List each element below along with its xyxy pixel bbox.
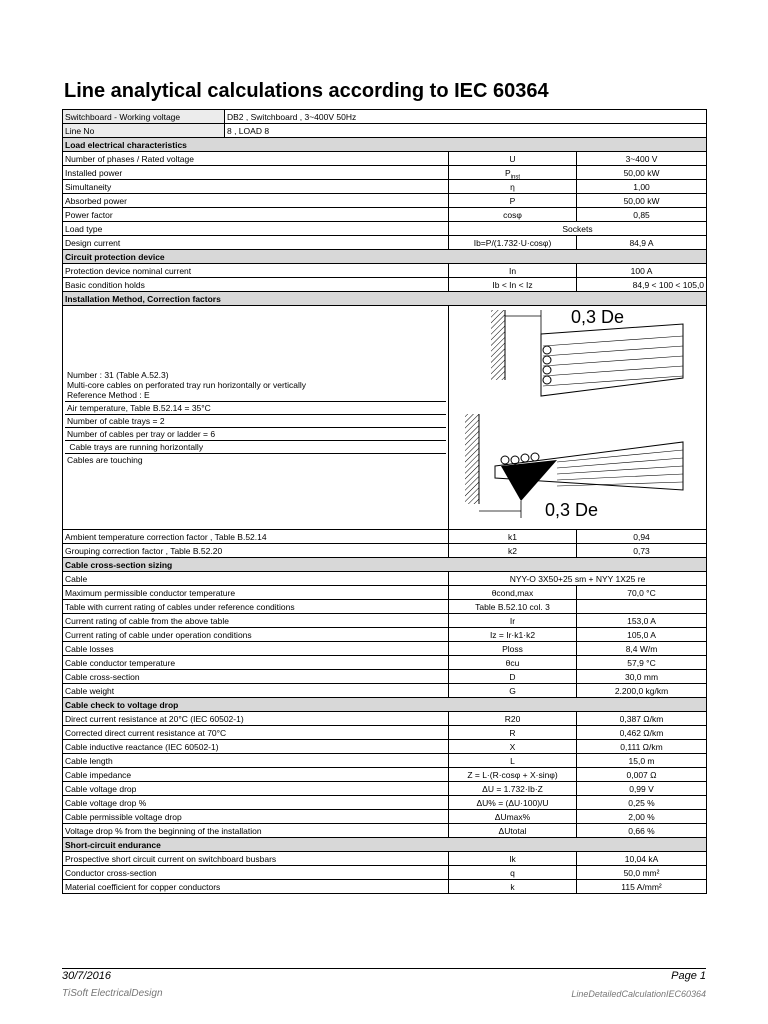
figure-label-bottom: 0,3 De <box>545 500 599 520</box>
row-symbol: k2 <box>449 544 577 558</box>
row-label: Design current <box>63 236 449 250</box>
row-label: Cable length <box>63 754 449 768</box>
row-label: Number of phases / Rated voltage <box>63 152 449 166</box>
table-row <box>63 656 707 670</box>
installation-text-cell <box>63 306 449 530</box>
table-row <box>63 278 707 292</box>
row-label: Voltage drop % from the beginning of the installation <box>63 824 449 838</box>
wall-hatch-bottom <box>465 414 479 504</box>
row-label: Corrected direct current resistance at 70°C <box>63 726 449 740</box>
row-symbol: D <box>449 670 577 684</box>
row-value: 0,387 Ω/km <box>577 712 707 726</box>
row-label: Cable inductive reactance (IEC 60502-1) <box>63 740 449 754</box>
line-no-value: 8 , LOAD 8 <box>225 124 707 138</box>
wall-hatch-top <box>491 310 505 380</box>
row-symbol: ΔU% = (ΔU·100)/U <box>449 796 577 810</box>
figure-label-top: 0,3 De <box>571 307 625 327</box>
table-row <box>63 782 707 796</box>
row-symbol: Ploss <box>449 642 577 656</box>
section-title-cable: Cable cross-section sizing <box>63 558 707 572</box>
table-row <box>63 544 707 558</box>
row-value: 0,111 Ω/km <box>577 740 707 754</box>
installation-figure-cell <box>449 306 707 530</box>
row-symbol: $P_{inst}$ <box>449 166 577 180</box>
table-row <box>63 642 707 656</box>
section-title-short-circuit: Short-circuit endurance <box>63 838 707 852</box>
table-row <box>63 684 707 698</box>
row-value: 3~400 V <box>577 152 707 166</box>
row-value: 115 A/mm² <box>577 880 707 894</box>
row-label: Cable impedance <box>63 768 449 782</box>
row-value: 0,66 % <box>577 824 707 838</box>
row-symbol: R20 <box>449 712 577 726</box>
row-symbol: Ib < In < Iz <box>449 278 577 292</box>
row-label: Conductor cross-section <box>63 866 449 880</box>
table-row <box>63 222 707 236</box>
row-label: Power factor <box>63 208 449 222</box>
table-row <box>63 614 707 628</box>
row-symbol: ΔU = 1.732·Ib·Z <box>449 782 577 796</box>
table-row <box>63 670 707 684</box>
row-value: 2.200,0 kg/km <box>577 684 707 698</box>
table-row <box>63 852 707 866</box>
row-symbol: Ib=P/(1.732·U·cosφ) <box>449 236 577 250</box>
row-symbol: U <box>449 152 577 166</box>
table-row <box>63 530 707 544</box>
row-value: 0,25 % <box>577 796 707 810</box>
row-value: Sockets <box>449 222 707 236</box>
table-row <box>63 194 707 208</box>
row-value: 10,04 kA <box>577 852 707 866</box>
row-symbol: θcu <box>449 656 577 670</box>
table-row <box>63 208 707 222</box>
upper-tray <box>541 324 683 396</box>
table-row <box>63 264 707 278</box>
table-row <box>63 572 707 586</box>
table-row <box>63 768 707 782</box>
row-label: Cable <box>63 572 449 586</box>
header-row-switchboard <box>63 110 707 124</box>
table-row <box>63 166 707 180</box>
row-value: 70,0 °C <box>577 586 707 600</box>
footer-divider <box>62 968 706 969</box>
row-symbol: k <box>449 880 577 894</box>
row-symbol: Z = L·(R·cosφ + X·sinφ) <box>449 768 577 782</box>
cables-touching-text: Cables are touching <box>67 455 143 465</box>
row-symbol: In <box>449 264 577 278</box>
cable-trays-text: Number of cable trays = 2 <box>65 415 446 428</box>
row-value: 105,0 A <box>577 628 707 642</box>
page-title: Line analytical calculations according to IEC 60364 <box>64 80 549 102</box>
row-value: 84,9 A <box>577 236 707 250</box>
section-title-installation: Installation Method, Correction factors <box>63 292 707 306</box>
switchboard-value: DB2 , Switchboard , 3~400V 50Hz <box>225 110 707 124</box>
row-label: Cable cross-section <box>63 670 449 684</box>
row-value: 8,4 W/m <box>577 642 707 656</box>
row-label: Direct current resistance at 20°C (IEC 60502-1) <box>63 712 449 726</box>
table-row <box>63 180 707 194</box>
row-value <box>577 600 707 614</box>
row-symbol: R <box>449 726 577 740</box>
row-symbol: ΔUtotal <box>449 824 577 838</box>
row-value: 50,0 mm² <box>577 866 707 880</box>
footer-software: TiSoft ElectricalDesign <box>62 988 163 999</box>
row-label: Ambient temperature correction factor , Table B.52.14 <box>63 530 449 544</box>
cable-type-value: NYY-O 3X50+25 sm + NYY 1X25 re <box>449 572 707 586</box>
table-row <box>63 600 707 614</box>
row-symbol: G <box>449 684 577 698</box>
calculation-table <box>62 109 707 894</box>
row-symbol: X <box>449 740 577 754</box>
row-value: 100 A <box>577 264 707 278</box>
row-value: 50,00 kW <box>577 166 707 180</box>
row-label: Maximum permissible conductor temperature <box>63 586 449 600</box>
row-label: Material coefficient for copper conductors <box>63 880 449 894</box>
row-label: Simultaneity <box>63 180 449 194</box>
row-label: Table with current rating of cables under reference conditions <box>63 600 449 614</box>
row-label: Installed power <box>63 166 449 180</box>
row-label: Cable losses <box>63 642 449 656</box>
section-title-protection: Circuit protection device <box>63 250 707 264</box>
row-label: Current rating of cable under operation conditions <box>63 628 449 642</box>
installation-method-figure <box>451 306 707 526</box>
table-row <box>63 236 707 250</box>
table-row <box>63 810 707 824</box>
row-label: Cable voltage drop <box>63 782 449 796</box>
row-label: Current rating of cable from the above table <box>63 614 449 628</box>
footer-date: 30/7/2016 <box>62 970 111 982</box>
row-value: 0,85 <box>577 208 707 222</box>
table-row <box>63 712 707 726</box>
installation-block <box>63 306 707 530</box>
tray-bracket <box>501 460 557 501</box>
row-symbol: Ik <box>449 852 577 866</box>
row-symbol: Ir <box>449 614 577 628</box>
table-row <box>63 726 707 740</box>
row-value: 0,007 Ω <box>577 768 707 782</box>
row-value: 2,00 % <box>577 810 707 824</box>
installation-method-text: Number : 31 (Table A.52.3) Multi-core cables on perforated tray run horizontally or vertically Reference Method : E <box>65 369 446 402</box>
footer-page-number: Page 1 <box>671 970 706 982</box>
row-symbol: P <box>449 194 577 208</box>
row-label: Absorbed power <box>63 194 449 208</box>
row-value: 50,00 kW <box>577 194 707 208</box>
row-symbol: Table B.52.10 col. 3 <box>449 600 577 614</box>
table-row <box>63 880 707 894</box>
row-label: Cable voltage drop % <box>63 796 449 810</box>
row-symbol: cosφ <box>449 208 577 222</box>
table-row <box>63 866 707 880</box>
row-symbol: k1 <box>449 530 577 544</box>
table-row <box>63 152 707 166</box>
line-no-label: Line No <box>63 124 225 138</box>
row-label: Load type <box>63 222 449 236</box>
row-value: 0,462 Ω/km <box>577 726 707 740</box>
row-value: 0,73 <box>577 544 707 558</box>
row-value: 1,00 <box>577 180 707 194</box>
row-label: Protection device nominal current <box>63 264 449 278</box>
row-symbol: η <box>449 180 577 194</box>
footer-document-name: LineDetailedCalculationIEC60364 <box>571 989 706 999</box>
table-row <box>63 628 707 642</box>
header-row-line-no <box>63 124 707 138</box>
row-label: Basic condition holds <box>63 278 449 292</box>
section-title-load: Load electrical characteristics <box>63 138 707 152</box>
row-symbol: q <box>449 866 577 880</box>
row-value: 15,0 m <box>577 754 707 768</box>
row-symbol: L <box>449 754 577 768</box>
table-row <box>63 754 707 768</box>
switchboard-label: Switchboard - Working voltage <box>63 110 225 124</box>
cables-per-tray-text: Number of cables per tray or ladder = 6 <box>65 428 446 441</box>
row-symbol: ΔUmax% <box>449 810 577 824</box>
section-title-voltage-drop: Cable check to voltage drop <box>63 698 707 712</box>
row-label: Cable weight <box>63 684 449 698</box>
table-row <box>63 740 707 754</box>
row-label: Cable conductor temperature <box>63 656 449 670</box>
row-label: Grouping correction factor , Table B.52.20 <box>63 544 449 558</box>
table-row <box>63 824 707 838</box>
row-label: Prospective short circuit current on switchboard busbars <box>63 852 449 866</box>
row-value: 0,99 V <box>577 782 707 796</box>
air-temperature-text: Air temperature, Table B.52.14 = 35°C <box>65 402 446 415</box>
row-value: 57,9 °C <box>577 656 707 670</box>
tray-orientation-text: Cable trays are running horizontally <box>65 441 446 454</box>
row-symbol: Iz = Ir·k1·k2 <box>449 628 577 642</box>
table-row <box>63 796 707 810</box>
row-value: 30,0 mm <box>577 670 707 684</box>
row-label: Cable permissible voltage drop <box>63 810 449 824</box>
row-value: 153,0 A <box>577 614 707 628</box>
row-symbol: θcond,max <box>449 586 577 600</box>
row-value: 0,94 <box>577 530 707 544</box>
table-row <box>63 586 707 600</box>
row-value: 84,9 < 100 < 105,0 <box>577 278 707 292</box>
